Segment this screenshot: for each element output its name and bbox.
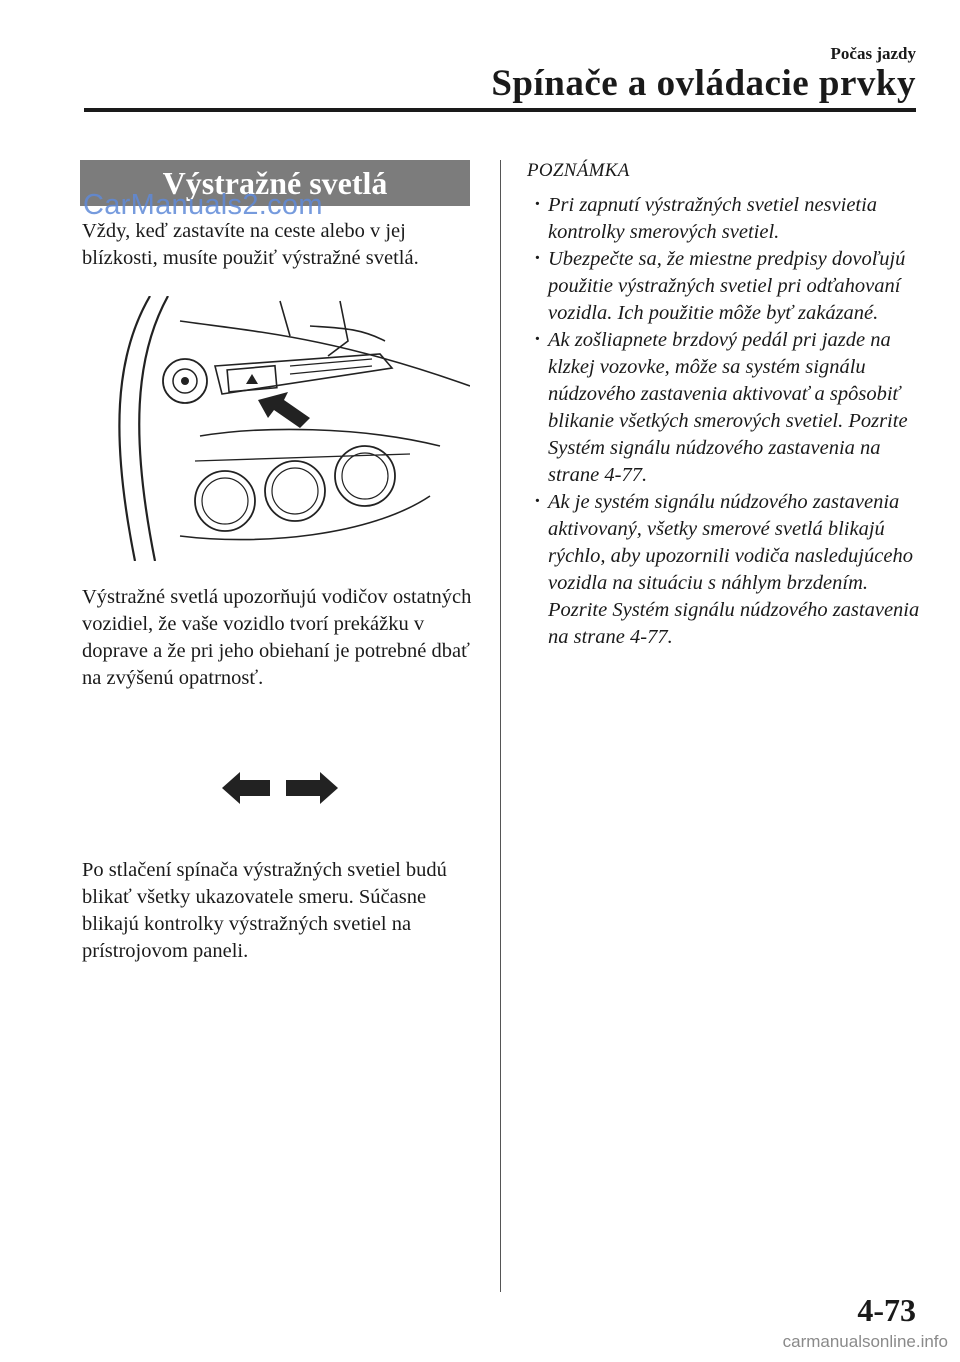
switch-paragraph: Po stlačení spínača výstražných svetiel budú blikať všetky ukazovatele smeru. Súčasne blikajú kontrolky výstražných svetiel na prístrojovom paneli.: [82, 859, 447, 962]
section-heading: Výstražné svetlá: [80, 160, 470, 206]
note-list: [524, 192, 924, 651]
watermark: CarManuals2.com: [83, 189, 323, 221]
page-number: 4-73: [857, 1292, 916, 1328]
right-arrow-icon: [286, 772, 338, 804]
column-divider: [500, 160, 501, 1292]
footer-site: carmanualsonline.info: [782, 1332, 948, 1351]
warning-paragraph: Výstražné svetlá upozorňujú vodičov ostatných vozidiel, že vaše vozidlo tvorí prekážku v doprave a že pri jeho obiehaní je potrebné dbať na zvýšenú opatrnosť.: [82, 586, 472, 689]
hazard-switch-illustration: [110, 296, 470, 561]
note-box: [524, 160, 924, 651]
turn-indicator-arrows-icon: [220, 770, 340, 806]
header-title: Spínače a ovládacie prvky: [491, 63, 916, 104]
header-section-label: Počas jazdy: [830, 44, 916, 63]
intro-paragraph: Vždy, keď zastavíte na ceste alebo v jej blízkosti, musíte použiť výstražné svetlá.: [82, 220, 419, 269]
note-item: · Pri zapnutí výstražných svetiel nesvietia kontrolky smerových svetiel.: [524, 192, 924, 246]
note-item: · Ubezpečte sa, že miestne predpisy dovoľujú použitie výstražných svetiel pri odťahovaní vozidla. Ich použitie môže byť zakázané.: [524, 246, 924, 327]
header-rule: [84, 108, 916, 112]
note-heading: POZNÁMKA: [527, 160, 630, 181]
note-item: · Ak je systém signálu núdzového zastavenia aktivovaný, všetky smerové svetlá blikajú rýchlo, aby upozornili vodiča nasledujúceho vozidla na situáciu s náhlym brzdením. Pozrite Systém signálu núdzového zastavenia na strane 4-77.: [524, 489, 924, 651]
note-item: · Ak zošliapnete brzdový pedál pri jazde na klzkej vozovke, môže sa systém signálu núdzového zastavenia aktivovať a spôsobiť blikanie všetkých smerových svetiel. Pozrite Systém signálu núdzového zastavenia na strane 4-77.: [524, 327, 924, 489]
left-arrow-icon: [222, 772, 270, 804]
